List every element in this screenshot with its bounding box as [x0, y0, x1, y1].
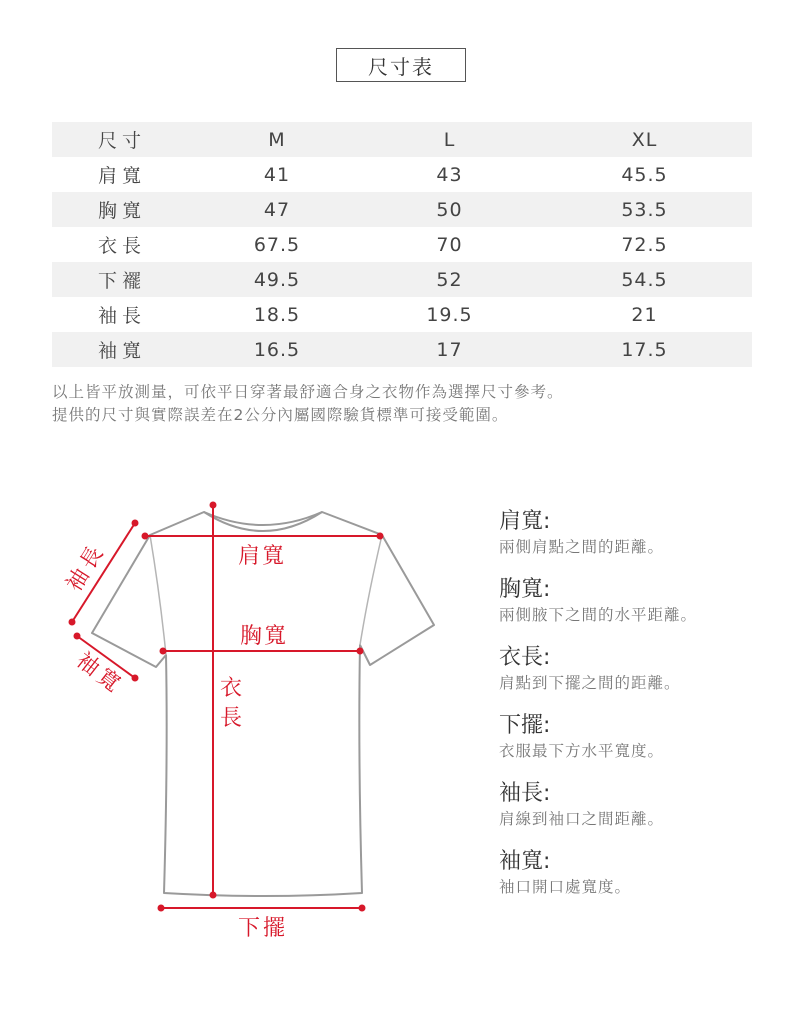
- tshirt-diagram: [60, 495, 460, 955]
- cell-l: 17: [362, 332, 537, 367]
- chest-point-left: [160, 648, 167, 655]
- table-header-row: [52, 122, 752, 157]
- cell-l: 70: [436, 233, 463, 256]
- shoulder-point-right: [377, 533, 384, 540]
- cell-xl: 45.5: [621, 163, 668, 186]
- sleeve-length-point-bottom: [69, 619, 76, 626]
- measurement-note: 以上皆平放測量，可依平日穿著最舒適合身之衣物作為選擇尺寸參考。: [52, 383, 564, 401]
- cell-l: 52: [362, 262, 537, 297]
- definition-label: 下擺:: [499, 713, 551, 738]
- length-label-2: 長: [220, 706, 243, 731]
- chest-label: 胸寬: [240, 624, 289, 649]
- shoulder-point-left: [142, 533, 149, 540]
- table-row: [52, 157, 752, 192]
- hem-label: 下擺: [238, 916, 289, 941]
- table-row: [52, 262, 752, 297]
- sleeve-width-point-bottom: [132, 675, 139, 682]
- table-row: [52, 227, 752, 262]
- definition-desc: 兩側腋下之間的水平距離。: [499, 606, 698, 624]
- size-table: [52, 122, 752, 367]
- table-row: [52, 192, 752, 227]
- definition-label: 袖長:: [499, 781, 551, 806]
- definition-label: 肩寬:: [499, 509, 551, 534]
- definitions-list: [499, 508, 789, 916]
- cell-m: 67.5: [253, 233, 301, 256]
- definition-item: [499, 712, 789, 780]
- definition-desc: 衣服最下方水平寬度。: [499, 742, 665, 760]
- cell-xl: 53.5: [537, 192, 752, 227]
- definition-desc: 兩側肩點之間的距離。: [499, 538, 665, 556]
- row-label: 袖長: [97, 305, 146, 327]
- definition-item: [499, 576, 789, 644]
- sleeve-length-label: 袖長: [61, 538, 111, 597]
- length-label-1: 衣: [220, 676, 243, 701]
- definition-desc: 袖口開口處寬度。: [499, 878, 632, 896]
- definition-item: [499, 848, 789, 916]
- table-row: [52, 297, 752, 332]
- definition-item: [499, 780, 789, 848]
- cell-m: 41: [263, 163, 291, 186]
- hem-point-left: [158, 905, 165, 912]
- cell-l: 19.5: [426, 303, 473, 326]
- cell-xl: 17.5: [537, 332, 752, 367]
- definition-item: [499, 644, 789, 712]
- definition-label: 衣長:: [499, 645, 551, 670]
- row-label: 袖寬: [52, 332, 192, 367]
- table-row: [52, 332, 752, 367]
- header-xl: XL: [537, 122, 752, 157]
- row-label: 胸寬: [52, 192, 192, 227]
- cell-l: 50: [362, 192, 537, 227]
- sleeve-width-label: 袖寬: [71, 648, 128, 700]
- size-chart-title: 尺寸表: [336, 48, 466, 82]
- header-m: M: [192, 122, 362, 157]
- sleeve-width-point-top: [74, 633, 81, 640]
- shoulder-label: 肩寬: [238, 544, 287, 569]
- cell-xl: 54.5: [537, 262, 752, 297]
- row-label: 衣長: [97, 235, 146, 257]
- cell-m: 18.5: [253, 303, 301, 326]
- header-size: 尺寸: [52, 122, 192, 157]
- definition-item: [499, 508, 789, 576]
- row-label: 肩寬: [97, 165, 146, 187]
- row-label: 下襬: [52, 262, 192, 297]
- length-point-bottom: [210, 892, 217, 899]
- hem-point-right: [359, 905, 366, 912]
- header-l: L: [362, 122, 537, 157]
- definition-desc: 肩點到下擺之間的距離。: [499, 674, 681, 692]
- sleeve-length-point-top: [132, 520, 139, 527]
- definition-desc: 肩線到袖口之間距離。: [499, 810, 665, 828]
- cell-xl: 21: [631, 303, 658, 326]
- cell-m: 16.5: [192, 332, 362, 367]
- cell-xl: 72.5: [621, 233, 668, 256]
- cell-m: 49.5: [192, 262, 362, 297]
- cell-l: 43: [436, 163, 463, 186]
- chest-point-right: [357, 648, 364, 655]
- cell-m: 47: [192, 192, 362, 227]
- definition-label: 胸寬:: [499, 577, 551, 602]
- tolerance-note: 提供的尺寸與實際誤差在2公分內屬國際驗貨標準可接受範圍。: [52, 406, 509, 424]
- definition-label: 袖寬:: [499, 849, 551, 874]
- length-point-top: [210, 502, 217, 509]
- tshirt-outline: [92, 512, 434, 896]
